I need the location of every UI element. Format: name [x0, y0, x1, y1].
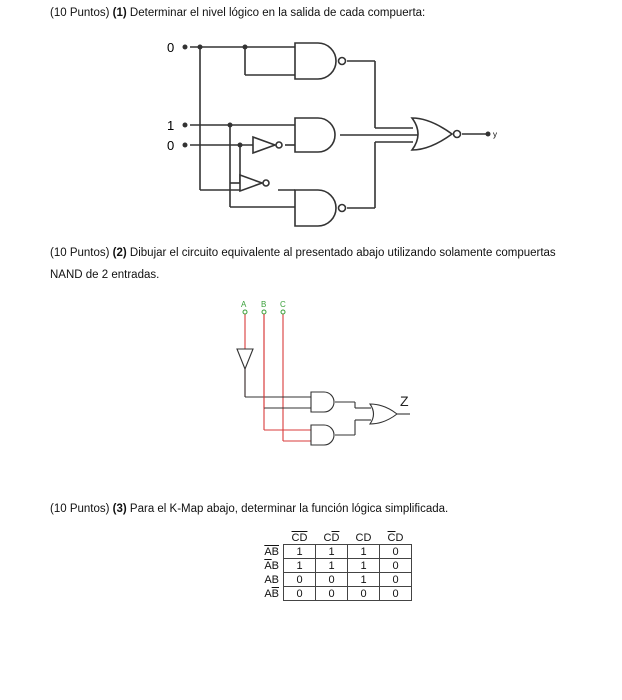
input-label-a: A: [241, 300, 247, 309]
q1-number: (1): [112, 7, 127, 19]
inverter-1-bubble: [276, 142, 282, 148]
kmap-cell: 0: [284, 573, 316, 587]
q2-text-line-2: NAND de 2 entradas.: [50, 269, 160, 281]
kmap-cell: 0: [380, 545, 412, 559]
kmap-col-header: CD: [355, 531, 372, 544]
input-node-b: [262, 310, 266, 314]
input-label-2: 1: [167, 118, 175, 133]
kmap-cell: 1: [284, 545, 316, 559]
or-gate: [412, 118, 452, 150]
and-gate-c2-1: [311, 392, 334, 412]
or-gate-c2: [370, 404, 397, 424]
and-gate-2: [295, 118, 335, 152]
kmap-cell: 0: [316, 587, 348, 601]
q2-number: (2): [112, 247, 127, 259]
kmap-row: [248, 587, 412, 601]
kmap-cell: 1: [316, 559, 348, 573]
input-node-2: [183, 123, 188, 128]
question-2: [50, 242, 590, 286]
nor-bubble: [454, 131, 461, 138]
kmap-row: [248, 559, 412, 573]
output-label-z: Z: [400, 393, 409, 409]
input-label-c: C: [280, 300, 286, 309]
q3-number: (3): [112, 503, 127, 515]
inverter-c2: [237, 349, 253, 369]
output-node: [486, 132, 491, 137]
kmap-row-header: AB: [264, 587, 279, 600]
kmap-cell: 0: [380, 559, 412, 573]
kmap-col-header: CD: [387, 531, 404, 544]
and-gate-c2-2: [311, 425, 334, 445]
question-3: [50, 498, 448, 520]
output-label-y: y: [493, 130, 497, 139]
kmap-row-header: AB: [264, 573, 279, 586]
input-label-1: 0: [167, 40, 175, 55]
kmap-cell: 1: [348, 545, 380, 559]
input-node-1: [183, 45, 188, 50]
input-node-a: [243, 310, 247, 314]
input-node-3: [183, 143, 188, 148]
kmap-table: [248, 531, 412, 601]
inverter-2: [240, 175, 262, 191]
q3-points: (10 Puntos): [50, 503, 110, 515]
kmap-cell: 0: [316, 573, 348, 587]
kmap-cell: 0: [380, 573, 412, 587]
q1-points: (10 Puntos): [50, 7, 110, 19]
kmap-col-header: CD: [323, 531, 340, 544]
inverter-2-bubble: [263, 180, 269, 186]
kmap-cell: 1: [284, 559, 316, 573]
kmap-header-row: [248, 531, 412, 545]
kmap-cell: 0: [380, 587, 412, 601]
kmap-cell: 1: [348, 573, 380, 587]
q3-text: Para el K-Map abajo, determinar la función lógica simplificada.: [129, 503, 449, 515]
kmap-cell: 1: [348, 559, 380, 573]
and-gate-3: [295, 190, 336, 226]
kmap-cell: 0: [348, 587, 380, 601]
kmap-row-header: AB: [264, 545, 279, 558]
input-label-3: 0: [167, 138, 175, 153]
and-gate-1: [295, 43, 336, 79]
kmap-cell: 1: [316, 545, 348, 559]
kmap-row-header: AB: [264, 559, 279, 572]
kmap-col-header: CD: [291, 531, 308, 544]
input-node-c: [281, 310, 285, 314]
kmap-cell: 0: [284, 587, 316, 601]
input-label-b: B: [261, 300, 267, 309]
kmap-row: [248, 545, 412, 559]
circuit-2-diagram: [237, 300, 410, 445]
q2-points: (10 Puntos): [50, 247, 110, 259]
q1-text: Determinar el nivel lógico en la salida de cada compuerta:: [129, 7, 426, 19]
nand-bubble-1: [339, 58, 346, 65]
kmap-row: [248, 573, 412, 587]
q2-text-line-1: Dibujar el circuito equivalente al presentado abajo utilizando solamente compuertas: [129, 247, 556, 259]
nand-bubble-3: [339, 205, 346, 212]
inverter-1: [253, 137, 275, 153]
